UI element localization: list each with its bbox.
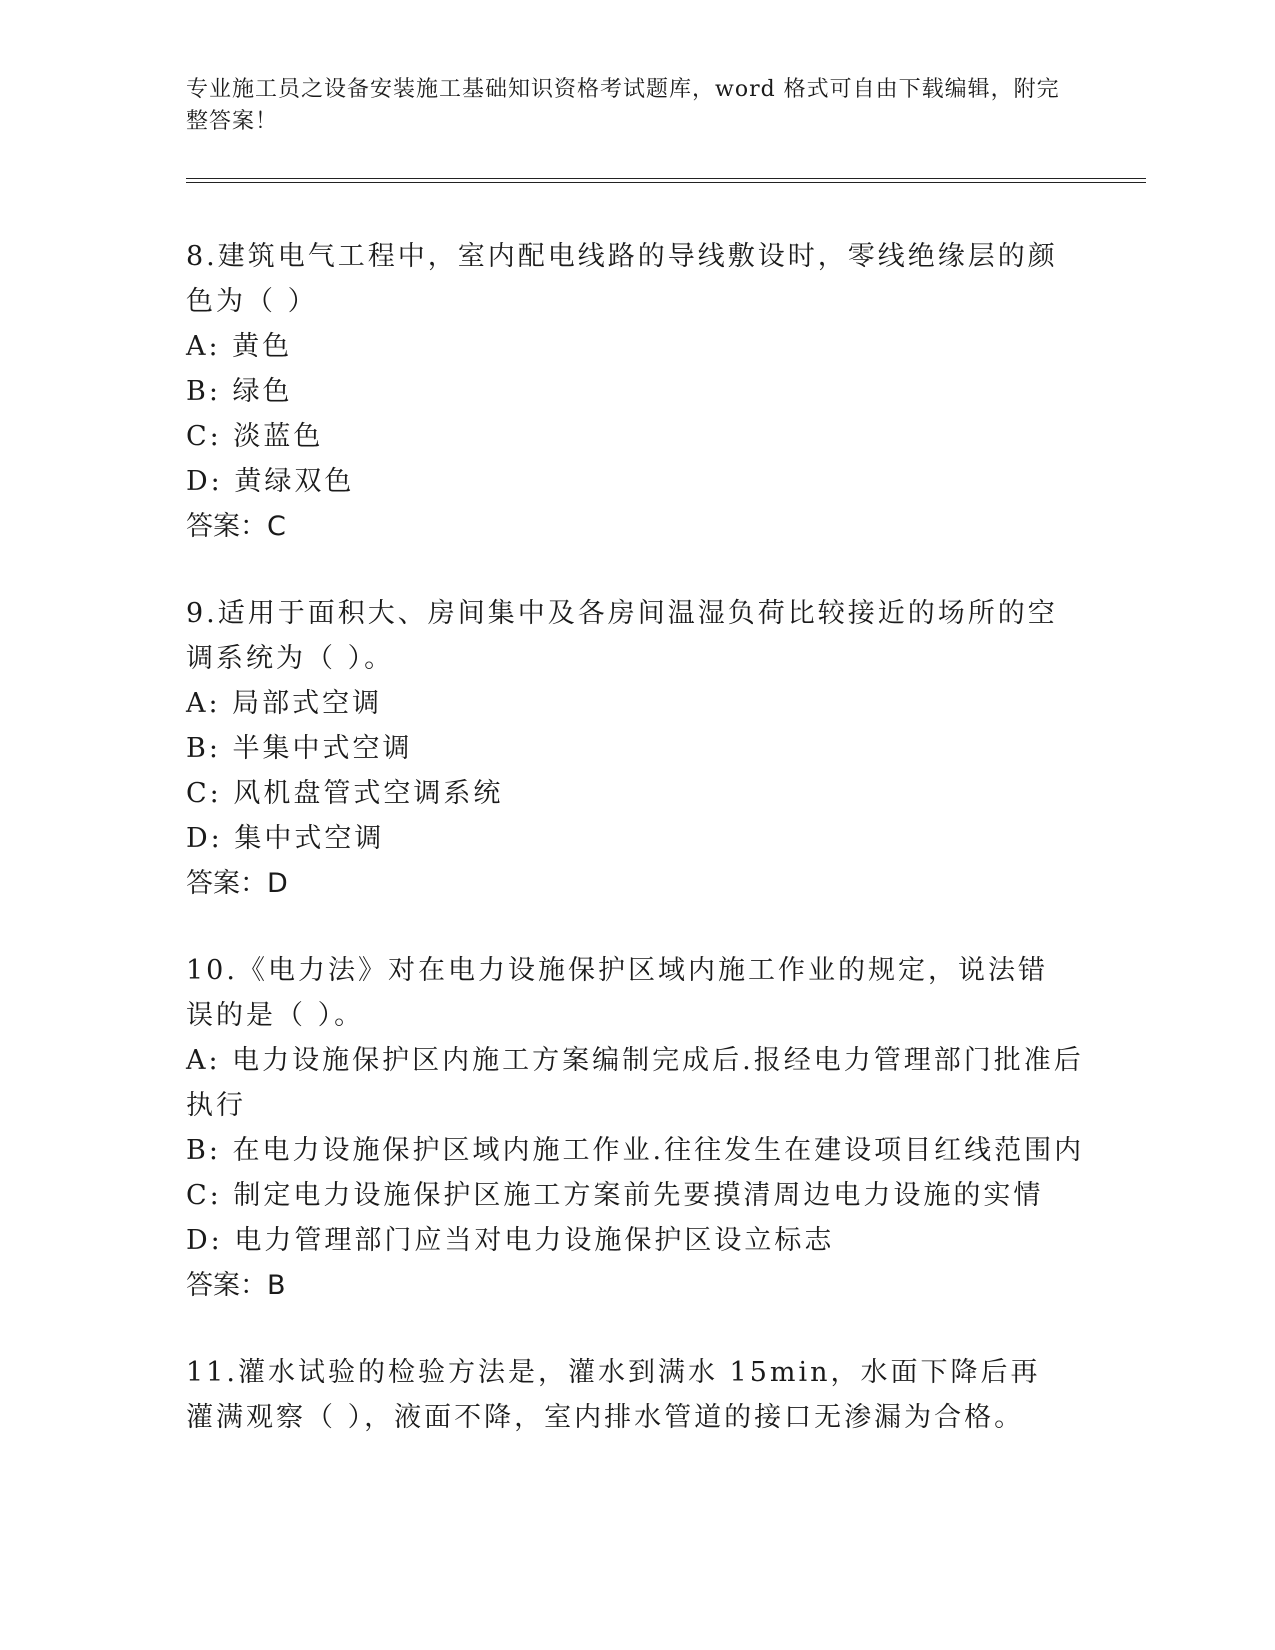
option-d: D: 电力管理部门应当对电力设施保护区设立标志 xyxy=(186,1225,835,1256)
question-9 xyxy=(186,591,1086,906)
option-d: D: 集中式空调 xyxy=(186,823,385,854)
option-c: C: 淡蓝色 xyxy=(186,421,324,452)
question-list xyxy=(186,234,1086,1482)
option-b: B: 半集中式空调 xyxy=(186,733,413,764)
question-stem: 8.建筑电气工程中，室内配电线路的导线敷设时，零线绝缘层的颜色为（ ） xyxy=(186,241,1058,317)
option-c: C: 制定电力设施保护区施工方案前先要摸清周边电力设施的实情 xyxy=(186,1180,1044,1211)
question-10 xyxy=(186,948,1086,1308)
option-a: A: 电力设施保护区内施工方案编制完成后.报经电力管理部门批准后执行 xyxy=(186,1045,1084,1121)
header-divider-bottom xyxy=(186,182,1146,183)
option-a: A: 局部式空调 xyxy=(186,688,383,719)
document-header: 专业施工员之设备安装施工基础知识资格考试题库，word 格式可自由下载编辑，附完整答案！ xyxy=(186,77,1060,134)
answer-line: 答案：C xyxy=(186,511,286,542)
option-b: B: 在电力设施保护区域内施工作业.往往发生在建设项目红线范围内 xyxy=(186,1135,1085,1166)
option-a: A: 黄色 xyxy=(186,331,293,362)
question-stem: 11.灌水试验的检验方法是，灌水到满水 15min，水面下降后再灌满观察（ ），液面不降，室内排水管道的接口无渗漏为合格。 xyxy=(186,1357,1041,1433)
question-stem: 9.适用于面积大、房间集中及各房间温湿负荷比较接近的场所的空调系统为（ ）。 xyxy=(186,598,1058,674)
answer-line: 答案：D xyxy=(186,868,288,899)
question-stem: 10.《电力法》对在电力设施保护区域内施工作业的规定，说法错误的是（ ）。 xyxy=(186,955,1048,1031)
option-c: C: 风机盘管式空调系统 xyxy=(186,778,504,809)
question-8 xyxy=(186,234,1086,549)
option-b: B: 绿色 xyxy=(186,376,293,407)
answer-line: 答案：B xyxy=(186,1270,286,1301)
option-d: D: 黄绿双色 xyxy=(186,466,355,497)
header-divider-top xyxy=(186,178,1146,179)
question-11 xyxy=(186,1350,1086,1440)
